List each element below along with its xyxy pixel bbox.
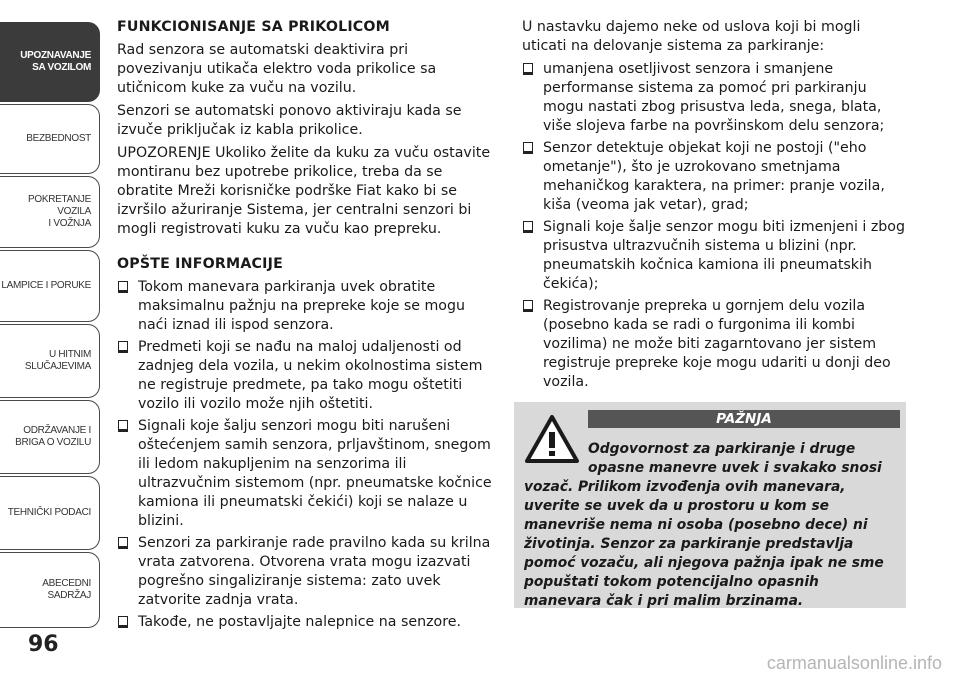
checkbox-bullet-icon — [118, 537, 128, 547]
intro-paragraph: U nastavku dajemo neke od uslova koji bi mogli uticati na delovanje sistema za parkiranje: — [522, 19, 861, 54]
tab-label: ABECEDNI SADRŽAJ — [42, 578, 91, 601]
list-item: Signali koje šalje senzor mogu biti izmenjeni i zbog prisustva ultrazvučnih sistema u blizini (npr. pneumatskih kočnica kamiona ili pneumatskih čekića); — [522, 218, 906, 294]
watermark: carmanualsonline.info — [766, 653, 942, 673]
page-number: 96 — [28, 632, 59, 657]
warning-text — [524, 440, 898, 611]
list-item: Signali koje šalju senzori mogu biti narušeni oštećenjem samih senzora, prljavštinom, snegom ili ledom nakupljenim na senzorima ili ultrazvučnim sistemom (npr. pneumatske kočnice kamiona ili pneumatski čekići) koji se nalaze u blizini. — [117, 417, 495, 531]
checkbox-bullet-icon — [118, 341, 128, 351]
chapter-sidebar — [0, 0, 104, 678]
list-item: umanjena osetljivost senzora i smanjene performanse sistema za pomoć pri parkiranju mogu nastati zbog prisustva leda, snega, blata, više slojeva farbe na površinskom delu senzora; — [522, 60, 906, 136]
tab-u-hitnim-slucajevima[interactable] — [0, 324, 100, 398]
tab-label: LAMPICE I PORUKE — [1, 280, 91, 291]
checkbox-bullet-icon — [118, 616, 128, 626]
tab-tehnicki-podaci[interactable] — [0, 476, 100, 550]
section-heading-trailer: FUNKCIONISANJE SA PRIKOLICOM — [117, 19, 390, 35]
checkbox-bullet-icon — [523, 63, 533, 73]
checkbox-bullet-icon — [118, 420, 128, 430]
left-column — [117, 18, 495, 636]
tab-odrzavanje-i-briga[interactable] — [0, 400, 100, 474]
right-column — [522, 18, 906, 396]
tab-abecedni-sadrzaj[interactable] — [0, 552, 100, 628]
paragraph: UPOZORENJE Ukoliko želite da kuku za vuču ostavite montiranu bez upotrebe prikolice, treba da se obratite Mreži korisničke podrške Fiat kako bi se izvršilo ažuriranje Sistema, jer centralni senzori bi mogli registrovati kuku za vuču kao prepreku. — [117, 145, 491, 237]
bullet-list — [117, 278, 495, 632]
tab-lampice-i-poruke[interactable] — [0, 250, 100, 322]
list-item: Takođe, ne postavljajte nalepnice na senzore. — [117, 613, 495, 632]
tab-label: UPOZNAVANJE SA VOZILOM — [20, 50, 91, 73]
warning-triangle-icon — [524, 414, 580, 464]
list-item: Registrovanje prepreka u gornjem delu vozila (posebno kada se radi o furgonima ili kombi vozilima) ne može biti zagarntovano jer sistem registruje prepreke koje mogu udariti u donji deo vozila. — [522, 297, 906, 392]
tab-label: POKRETANJE VOZILA I VOŽNJA — [28, 194, 91, 229]
tab-pokretanje-vozila[interactable] — [0, 176, 100, 248]
checkbox-bullet-icon — [523, 142, 533, 152]
list-item: Tokom manevara parkiranja uvek obratite maksimalnu pažnju na prepreke koje se mogu naći iznad ili ispod senzora. — [117, 278, 495, 335]
tab-upoznavanje-sa-vozilom[interactable] — [0, 22, 100, 102]
checkbox-bullet-icon — [523, 300, 533, 310]
list-item: Senzor detektuje objekat koji ne postoji ("eho ometanje"), što je uzrokovano smetnjama mehaničkog karaktera, na primer: pranje vozila, kiša (veoma jak vetar), grad; — [522, 139, 906, 215]
checkbox-bullet-icon — [118, 281, 128, 291]
warning-text-rest: vozač. Prilikom izvođenja ovih manevara, uverite se uvek da u prostoru u kom se manevriše nema ni osoba (posebno dece) ni životinja. Senzor za parkiranje predstavlja pomoć vozaču, ali njegova pažnja ipak ne sme popuštati tokom potencijalno opasnih manevara čak i pri malim brzinama. — [524, 479, 884, 609]
warning-text-indented: Odgovornost za parkiranje i druge opasne manevre uvek i svakako snosi — [588, 441, 882, 476]
paragraph: Senzori se automatski ponovo aktiviraju kada se izvuče priključak iz kabla prikolice. — [117, 103, 462, 138]
section-heading-general: OPŠTE INFORMACIJE — [117, 256, 283, 272]
list-item: Senzori za parkiranje rade pravilno kada su krilna vrata zatvorena. Otvorena vrata mogu izazvati pogrešno singaliziranje sistema: zato uvek zatvorite zadnja vrata. — [117, 534, 495, 610]
paragraph: Rad senzora se automatski deaktivira pri povezivanju utikača elektro voda prikolice sa utičnicom kuke za vuču na vozilu. — [117, 42, 437, 96]
warning-box — [514, 402, 906, 608]
tab-label: BEZBEDNOST — [26, 133, 91, 144]
tab-label: TEHNIČKI PODACI — [7, 507, 91, 518]
list-item: Predmeti koji se nađu na maloj udaljenosti od zadnjeg dela vozila, u nekim okolnostima sistem ne registruje predmete, pa tako mogu oštetiti vozilo ili vozilo može njih oštetiti. — [117, 338, 495, 414]
tab-label: ODRŽAVANJE I BRIGA O VOZILU — [15, 425, 91, 448]
bullet-list — [522, 60, 906, 392]
warning-title: PAŽNJA — [588, 410, 900, 428]
tab-label: U HITNIM SLUČAJEVIMA — [24, 349, 91, 372]
checkbox-bullet-icon — [523, 221, 533, 231]
tab-bezbednost[interactable] — [0, 104, 100, 174]
